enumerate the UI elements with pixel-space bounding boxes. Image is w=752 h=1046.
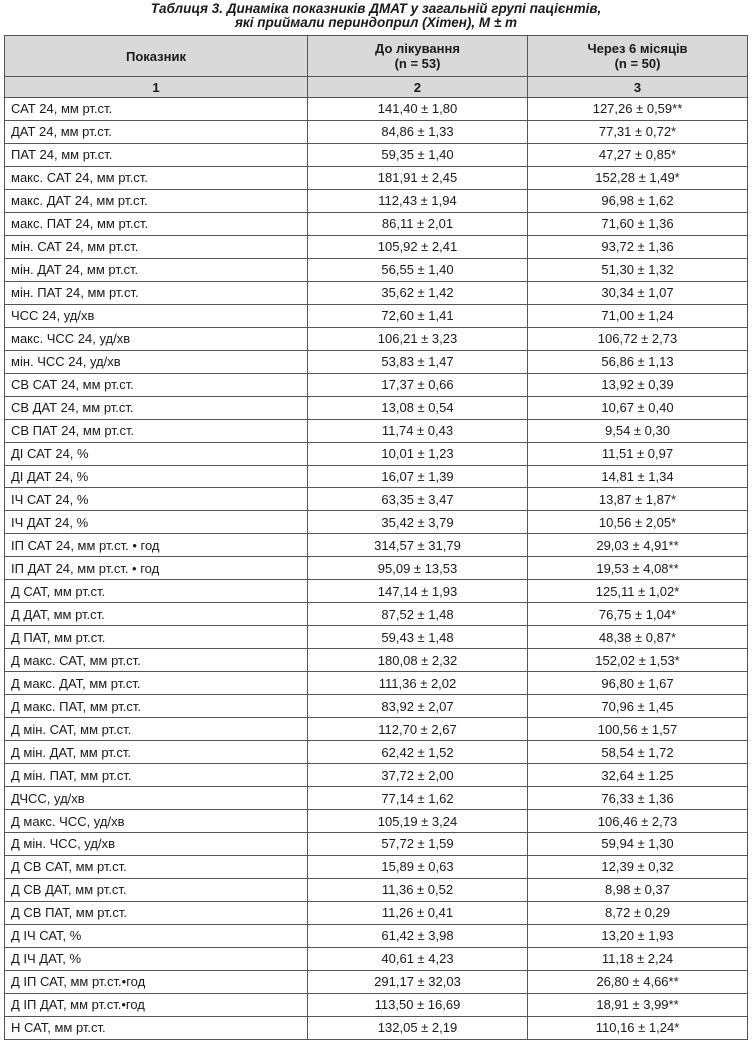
before-value-cell: 291,17 ± 32,03: [308, 970, 528, 993]
table-row: [5, 120, 748, 143]
table-row: [5, 350, 748, 373]
before-value-cell: 53,83 ± 1,47: [308, 350, 528, 373]
before-value-cell: 314,57 ± 31,79: [308, 534, 528, 557]
column-number: 2: [308, 77, 528, 98]
before-value-cell: 132,05 ± 2,19: [308, 1016, 528, 1039]
table-row: [5, 258, 748, 281]
table-row: [5, 649, 748, 672]
table-row: [5, 488, 748, 511]
table-row: [5, 741, 748, 764]
after-value-cell: 110,16 ± 1,24*: [528, 1016, 748, 1039]
after-value-cell: 48,38 ± 0,87*: [528, 626, 748, 649]
header-before-treatment: [308, 36, 528, 77]
table-row: [5, 419, 748, 442]
table-row: [5, 143, 748, 166]
after-value-cell: 96,98 ± 1,62: [528, 189, 748, 212]
indicator-name-cell: Д ІП САТ, мм рт.ст.•год: [5, 970, 308, 993]
before-value-cell: 181,91 ± 2,45: [308, 166, 528, 189]
indicator-name-cell: СВ ДАТ 24, мм рт.ст.: [5, 396, 308, 419]
before-value-cell: 105,19 ± 3,24: [308, 810, 528, 833]
indicator-name-cell: Д СВ ПАТ, мм рт.ст.: [5, 901, 308, 924]
indicator-name-cell: ІЧ ДАТ 24, %: [5, 511, 308, 534]
column-number: 3: [528, 77, 748, 98]
indicator-name-cell: ІЧ САТ 24, %: [5, 488, 308, 511]
before-value-cell: 35,42 ± 3,79: [308, 511, 528, 534]
before-value-cell: 62,42 ± 1,52: [308, 741, 528, 764]
after-value-cell: 8,72 ± 0,29: [528, 901, 748, 924]
indicator-name-cell: Д макс. ДАТ, мм рт.ст.: [5, 672, 308, 695]
indicator-name-cell: СВ ПАТ 24, мм рт.ст.: [5, 419, 308, 442]
table-row: [5, 304, 748, 327]
header-row: [5, 36, 748, 77]
after-value-cell: 59,94 ± 1,30: [528, 833, 748, 856]
indicator-name-cell: ДЧСС, уд/хв: [5, 787, 308, 810]
indicator-name-cell: САТ 24, мм рт.ст.: [5, 98, 308, 121]
after-value-cell: 152,28 ± 1,49*: [528, 166, 748, 189]
after-value-cell: 56,86 ± 1,13: [528, 350, 748, 373]
before-value-cell: 180,08 ± 2,32: [308, 649, 528, 672]
indicator-name-cell: макс. ПАТ 24, мм рт.ст.: [5, 212, 308, 235]
after-value-cell: 47,27 ± 0,85*: [528, 143, 748, 166]
after-value-cell: 11,18 ± 2,24: [528, 947, 748, 970]
before-value-cell: 17,37 ± 0,66: [308, 373, 528, 396]
after-value-cell: 71,00 ± 1,24: [528, 304, 748, 327]
after-value-cell: 9,54 ± 0,30: [528, 419, 748, 442]
table-row: [5, 281, 748, 304]
before-value-cell: 72,60 ± 1,41: [308, 304, 528, 327]
before-value-cell: 112,43 ± 1,94: [308, 189, 528, 212]
caption-line-2: які приймали периндоприл (Хітен), M ± m: [234, 15, 518, 30]
indicator-name-cell: ПАТ 24, мм рт.ст.: [5, 143, 308, 166]
after-value-cell: 13,20 ± 1,93: [528, 924, 748, 947]
indicator-name-cell: Д СВ ДАТ, мм рт.ст.: [5, 878, 308, 901]
indicator-name-cell: Д мін. ДАТ, мм рт.ст.: [5, 741, 308, 764]
indicator-name-cell: макс. ДАТ 24, мм рт.ст.: [5, 189, 308, 212]
after-value-cell: 10,67 ± 0,40: [528, 396, 748, 419]
indicator-name-cell: Д макс. ПАТ, мм рт.ст.: [5, 695, 308, 718]
after-value-cell: 51,30 ± 1,32: [528, 258, 748, 281]
table-row: [5, 1016, 748, 1039]
indicator-name-cell: Д ІЧ ДАТ, %: [5, 947, 308, 970]
before-value-cell: 86,11 ± 2,01: [308, 212, 528, 235]
after-value-cell: 29,03 ± 4,91**: [528, 534, 748, 557]
table-body: [5, 98, 748, 1040]
indicator-name-cell: мін. ПАТ 24, мм рт.ст.: [5, 281, 308, 304]
after-value-cell: 19,53 ± 4,08**: [528, 557, 748, 580]
before-value-cell: 59,35 ± 1,40: [308, 143, 528, 166]
before-value-cell: 141,40 ± 1,80: [308, 98, 528, 121]
before-value-cell: 40,61 ± 4,23: [308, 947, 528, 970]
after-value-cell: 100,56 ± 1,57: [528, 718, 748, 741]
before-value-cell: 11,74 ± 0,43: [308, 419, 528, 442]
before-value-cell: 111,36 ± 2,02: [308, 672, 528, 695]
header-after-6-months: [528, 36, 748, 77]
after-value-cell: 26,80 ± 4,66**: [528, 970, 748, 993]
table-row: [5, 695, 748, 718]
table-row: [5, 787, 748, 810]
before-value-cell: 57,72 ± 1,59: [308, 833, 528, 856]
column-number-row: [5, 77, 748, 98]
indicator-name-cell: мін. САТ 24, мм рт.ст.: [5, 235, 308, 258]
table-row: [5, 396, 748, 419]
after-value-cell: 58,54 ± 1,72: [528, 741, 748, 764]
indicator-name-cell: Д ІЧ САТ, %: [5, 924, 308, 947]
table-row: [5, 924, 748, 947]
after-value-cell: 93,72 ± 1,36: [528, 235, 748, 258]
table-row: [5, 901, 748, 924]
table-row: [5, 603, 748, 626]
table-row: [5, 189, 748, 212]
indicator-name-cell: ДІ САТ 24, %: [5, 442, 308, 465]
indicator-name-cell: макс. САТ 24, мм рт.ст.: [5, 166, 308, 189]
after-value-cell: 14,81 ± 1,34: [528, 465, 748, 488]
before-value-cell: 15,89 ± 0,63: [308, 855, 528, 878]
before-value-cell: 106,21 ± 3,23: [308, 327, 528, 350]
table-row: [5, 718, 748, 741]
before-value-cell: 37,72 ± 2,00: [308, 764, 528, 787]
table-caption: [0, 0, 752, 32]
indicator-name-cell: Д ДАТ, мм рт.ст.: [5, 603, 308, 626]
after-value-cell: 71,60 ± 1,36: [528, 212, 748, 235]
after-value-cell: 125,11 ± 1,02*: [528, 580, 748, 603]
indicator-name-cell: Д мін. ПАТ, мм рт.ст.: [5, 764, 308, 787]
table-row: [5, 672, 748, 695]
after-value-cell: 32,64 ± 1.25: [528, 764, 748, 787]
table-row: [5, 626, 748, 649]
indicator-name-cell: СВ САТ 24, мм рт.ст.: [5, 373, 308, 396]
before-value-cell: 95,09 ± 13,53: [308, 557, 528, 580]
after-value-cell: 18,91 ± 3,99**: [528, 993, 748, 1016]
table-row: [5, 327, 748, 350]
after-value-cell: 8,98 ± 0,37: [528, 878, 748, 901]
before-value-cell: 63,35 ± 3,47: [308, 488, 528, 511]
indicator-name-cell: ДІ ДАТ 24, %: [5, 465, 308, 488]
indicator-name-cell: Д макс. САТ, мм рт.ст.: [5, 649, 308, 672]
before-value-cell: 87,52 ± 1,48: [308, 603, 528, 626]
indicator-name-cell: Д ІП ДАТ, мм рт.ст.•год: [5, 993, 308, 1016]
after-value-cell: 70,96 ± 1,45: [528, 695, 748, 718]
before-value-cell: 16,07 ± 1,39: [308, 465, 528, 488]
table-row: [5, 212, 748, 235]
after-value-cell: 12,39 ± 0,32: [528, 855, 748, 878]
before-value-cell: 147,14 ± 1,93: [308, 580, 528, 603]
table-row: [5, 373, 748, 396]
table-row: [5, 878, 748, 901]
before-value-cell: 105,92 ± 2,41: [308, 235, 528, 258]
header-indicator: [5, 36, 308, 77]
after-value-cell: 76,33 ± 1,36: [528, 787, 748, 810]
indicator-name-cell: ІП ДАТ 24, мм рт.ст. • год: [5, 557, 308, 580]
table-row: [5, 947, 748, 970]
indicator-name-cell: Н САТ, мм рт.ст.: [5, 1016, 308, 1039]
indicator-name-cell: ІП САТ 24, мм рт.ст. • год: [5, 534, 308, 557]
after-value-cell: 106,72 ± 2,73: [528, 327, 748, 350]
header-indicator-label: Показник: [126, 48, 186, 64]
after-value-cell: 152,02 ± 1,53*: [528, 649, 748, 672]
table-row: [5, 810, 748, 833]
table-row: [5, 970, 748, 993]
after-value-cell: 96,80 ± 1,67: [528, 672, 748, 695]
table-row: [5, 442, 748, 465]
header-after-n: (n = 50): [614, 56, 661, 71]
table-row: [5, 993, 748, 1016]
indicator-name-cell: Д мін. САТ, мм рт.ст.: [5, 718, 308, 741]
before-value-cell: 84,86 ± 1,33: [308, 120, 528, 143]
after-value-cell: 13,92 ± 0,39: [528, 373, 748, 396]
indicator-name-cell: Д ПАТ, мм рт.ст.: [5, 626, 308, 649]
table-row: [5, 465, 748, 488]
before-value-cell: 77,14 ± 1,62: [308, 787, 528, 810]
column-number: 1: [5, 77, 308, 98]
indicator-name-cell: Д макс. ЧСС, уд/хв: [5, 810, 308, 833]
indicator-name-cell: ЧСС 24, уд/хв: [5, 304, 308, 327]
indicator-name-cell: мін. ЧСС 24, уд/хв: [5, 350, 308, 373]
after-value-cell: 13,87 ± 1,87*: [528, 488, 748, 511]
before-value-cell: 61,42 ± 3,98: [308, 924, 528, 947]
indicator-name-cell: макс. ЧСС 24, уд/хв: [5, 327, 308, 350]
table-row: [5, 833, 748, 856]
table-row: [5, 98, 748, 121]
indicator-name-cell: Д СВ САТ, мм рт.ст.: [5, 855, 308, 878]
before-value-cell: 113,50 ± 16,69: [308, 993, 528, 1016]
after-value-cell: 76,75 ± 1,04*: [528, 603, 748, 626]
indicator-name-cell: Д САТ, мм рт.ст.: [5, 580, 308, 603]
indicator-name-cell: ДАТ 24, мм рт.ст.: [5, 120, 308, 143]
after-value-cell: 127,26 ± 0,59**: [528, 98, 748, 121]
header-before-title: До лікування: [375, 41, 460, 56]
header-after-title: Через 6 місяців: [587, 41, 688, 56]
before-value-cell: 59,43 ± 1,48: [308, 626, 528, 649]
before-value-cell: 10,01 ± 1,23: [308, 442, 528, 465]
indicator-name-cell: Д мін. ЧСС, уд/хв: [5, 833, 308, 856]
after-value-cell: 10,56 ± 2,05*: [528, 511, 748, 534]
table-row: [5, 557, 748, 580]
after-value-cell: 106,46 ± 2,73: [528, 810, 748, 833]
table-row: [5, 166, 748, 189]
before-value-cell: 83,92 ± 2,07: [308, 695, 528, 718]
after-value-cell: 77,31 ± 0,72*: [528, 120, 748, 143]
table-row: [5, 235, 748, 258]
table-header: [5, 36, 748, 98]
table-row: [5, 855, 748, 878]
before-value-cell: 35,62 ± 1,42: [308, 281, 528, 304]
indicators-table: [4, 35, 748, 1040]
before-value-cell: 56,55 ± 1,40: [308, 258, 528, 281]
after-value-cell: 11,51 ± 0,97: [528, 442, 748, 465]
header-before-n: (n = 53): [394, 56, 441, 71]
caption-line-1: Таблиця 3. Динаміка показників ДМАТ у загальній групі пацієнтів,: [150, 1, 602, 16]
table-row: [5, 764, 748, 787]
before-value-cell: 11,26 ± 0,41: [308, 901, 528, 924]
indicator-name-cell: мін. ДАТ 24, мм рт.ст.: [5, 258, 308, 281]
table-row: [5, 534, 748, 557]
table-row: [5, 511, 748, 534]
table-row: [5, 580, 748, 603]
before-value-cell: 13,08 ± 0,54: [308, 396, 528, 419]
before-value-cell: 112,70 ± 2,67: [308, 718, 528, 741]
before-value-cell: 11,36 ± 0,52: [308, 878, 528, 901]
after-value-cell: 30,34 ± 1,07: [528, 281, 748, 304]
